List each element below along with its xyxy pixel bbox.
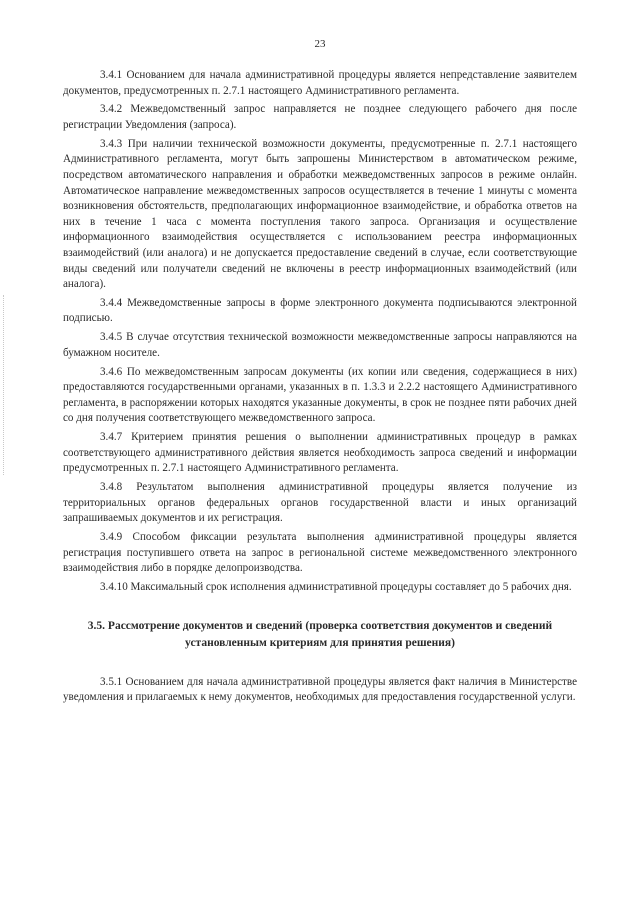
paragraph-3-4-6: 3.4.6 По межведомственным запросам документы (их копии или сведения, содержащиеся в них) предоставляются государственными органами, указанных в п. 1.3.3 и 2.2.2 настоящего Административного регламента, в распоряжении которых находятся указанные документы, в срок не позднее пяти рабочих дней со дня получения соответствующего межведомственного запроса. bbox=[63, 365, 577, 425]
paragraph-3-4-10: 3.4.10 Максимальный срок исполнения административной процедуры составляет до 5 рабочих дня. bbox=[100, 581, 572, 594]
scan-margin-mark bbox=[3, 295, 5, 475]
paragraph-3-4-2: 3.4.2 Межведомственный запрос направляется не позднее следующего рабочего дня после регистрации Уведомления (запроса). bbox=[63, 103, 577, 131]
paragraph-3-4-7: 3.4.7 Критерием принятия решения о выполнении административных процедур в рамках соответствующего административного действия является необходимость запроса сведений и информации предусмотренных п. 2.7.1 настоящего Административного регламента. bbox=[63, 431, 577, 475]
paragraph-3-4-3: 3.4.3 При наличии технической возможности документы, предусмотренные п. 2.7.1 настоящего Административного регламента, могут быть запрошены Министерством в автоматическом режиме, посредством автоматического направления и обработки межведомственных запросов в режиме онлайн. Автоматическое направление межведомственных запросов осуществляется в течение 1 минуты с момента возникновения обстоятельств, предполагающих информационное взаимодействие, и обработка ответов на них в течение 1 часа с момента поступления такого запроса. Организация и осуществление информационного взаимодействия осуществляется с использованием реестра информационных взаимодействий (или аналога) и не допускается предоставление сведений в случае, если соответствующие виды сведений или получатели сведений не включены в реестр информационных взаимодействий (или аналога). bbox=[63, 137, 577, 291]
paragraph-3-5-1: 3.5.1 Основанием для начала административной процедуры является факт наличия в Министерстве уведомления и прилагаемых к нему документов, необходимых для предоставления государственной услуги. bbox=[63, 675, 577, 704]
paragraph-3-4-5: 3.4.5 В случае отсутствия технической возможности межведомственные запросы направляются на бумажном носителе. bbox=[63, 331, 577, 359]
page-number: 23 bbox=[314, 38, 326, 50]
paragraph-3-4-9: 3.4.9 Способом фиксации результата выполнения административной процедуры является регистрация поступившего ответа на запрос в региональной системе межведомственного электронного взаимодействия либо в порядке делопроизводства. bbox=[63, 531, 577, 575]
paragraph-3-4-1: 3.4.1 Основанием для начала административной процедуры является непредставление заявителем документов, предусмотренных п. 2.7.1 настоящего Административного регламента. bbox=[63, 69, 577, 97]
section-heading: 3.5. Рассмотрение документов и сведений (проверка соответствия документов и сведений установленным критериям для принятия решения) bbox=[87, 619, 553, 649]
paragraph-3-4-8: 3.4.8 Результатом выполнения административной процедуры является получение из территориальных органов федеральных органов государственной власти и иных организаций запрашиваемых документов и их регистрация. bbox=[63, 481, 577, 525]
document-body bbox=[63, 68, 577, 709]
paragraph-3-4-4: 3.4.4 Межведомственные запросы в форме электронного документа подписываются электронной подписью. bbox=[63, 296, 577, 325]
